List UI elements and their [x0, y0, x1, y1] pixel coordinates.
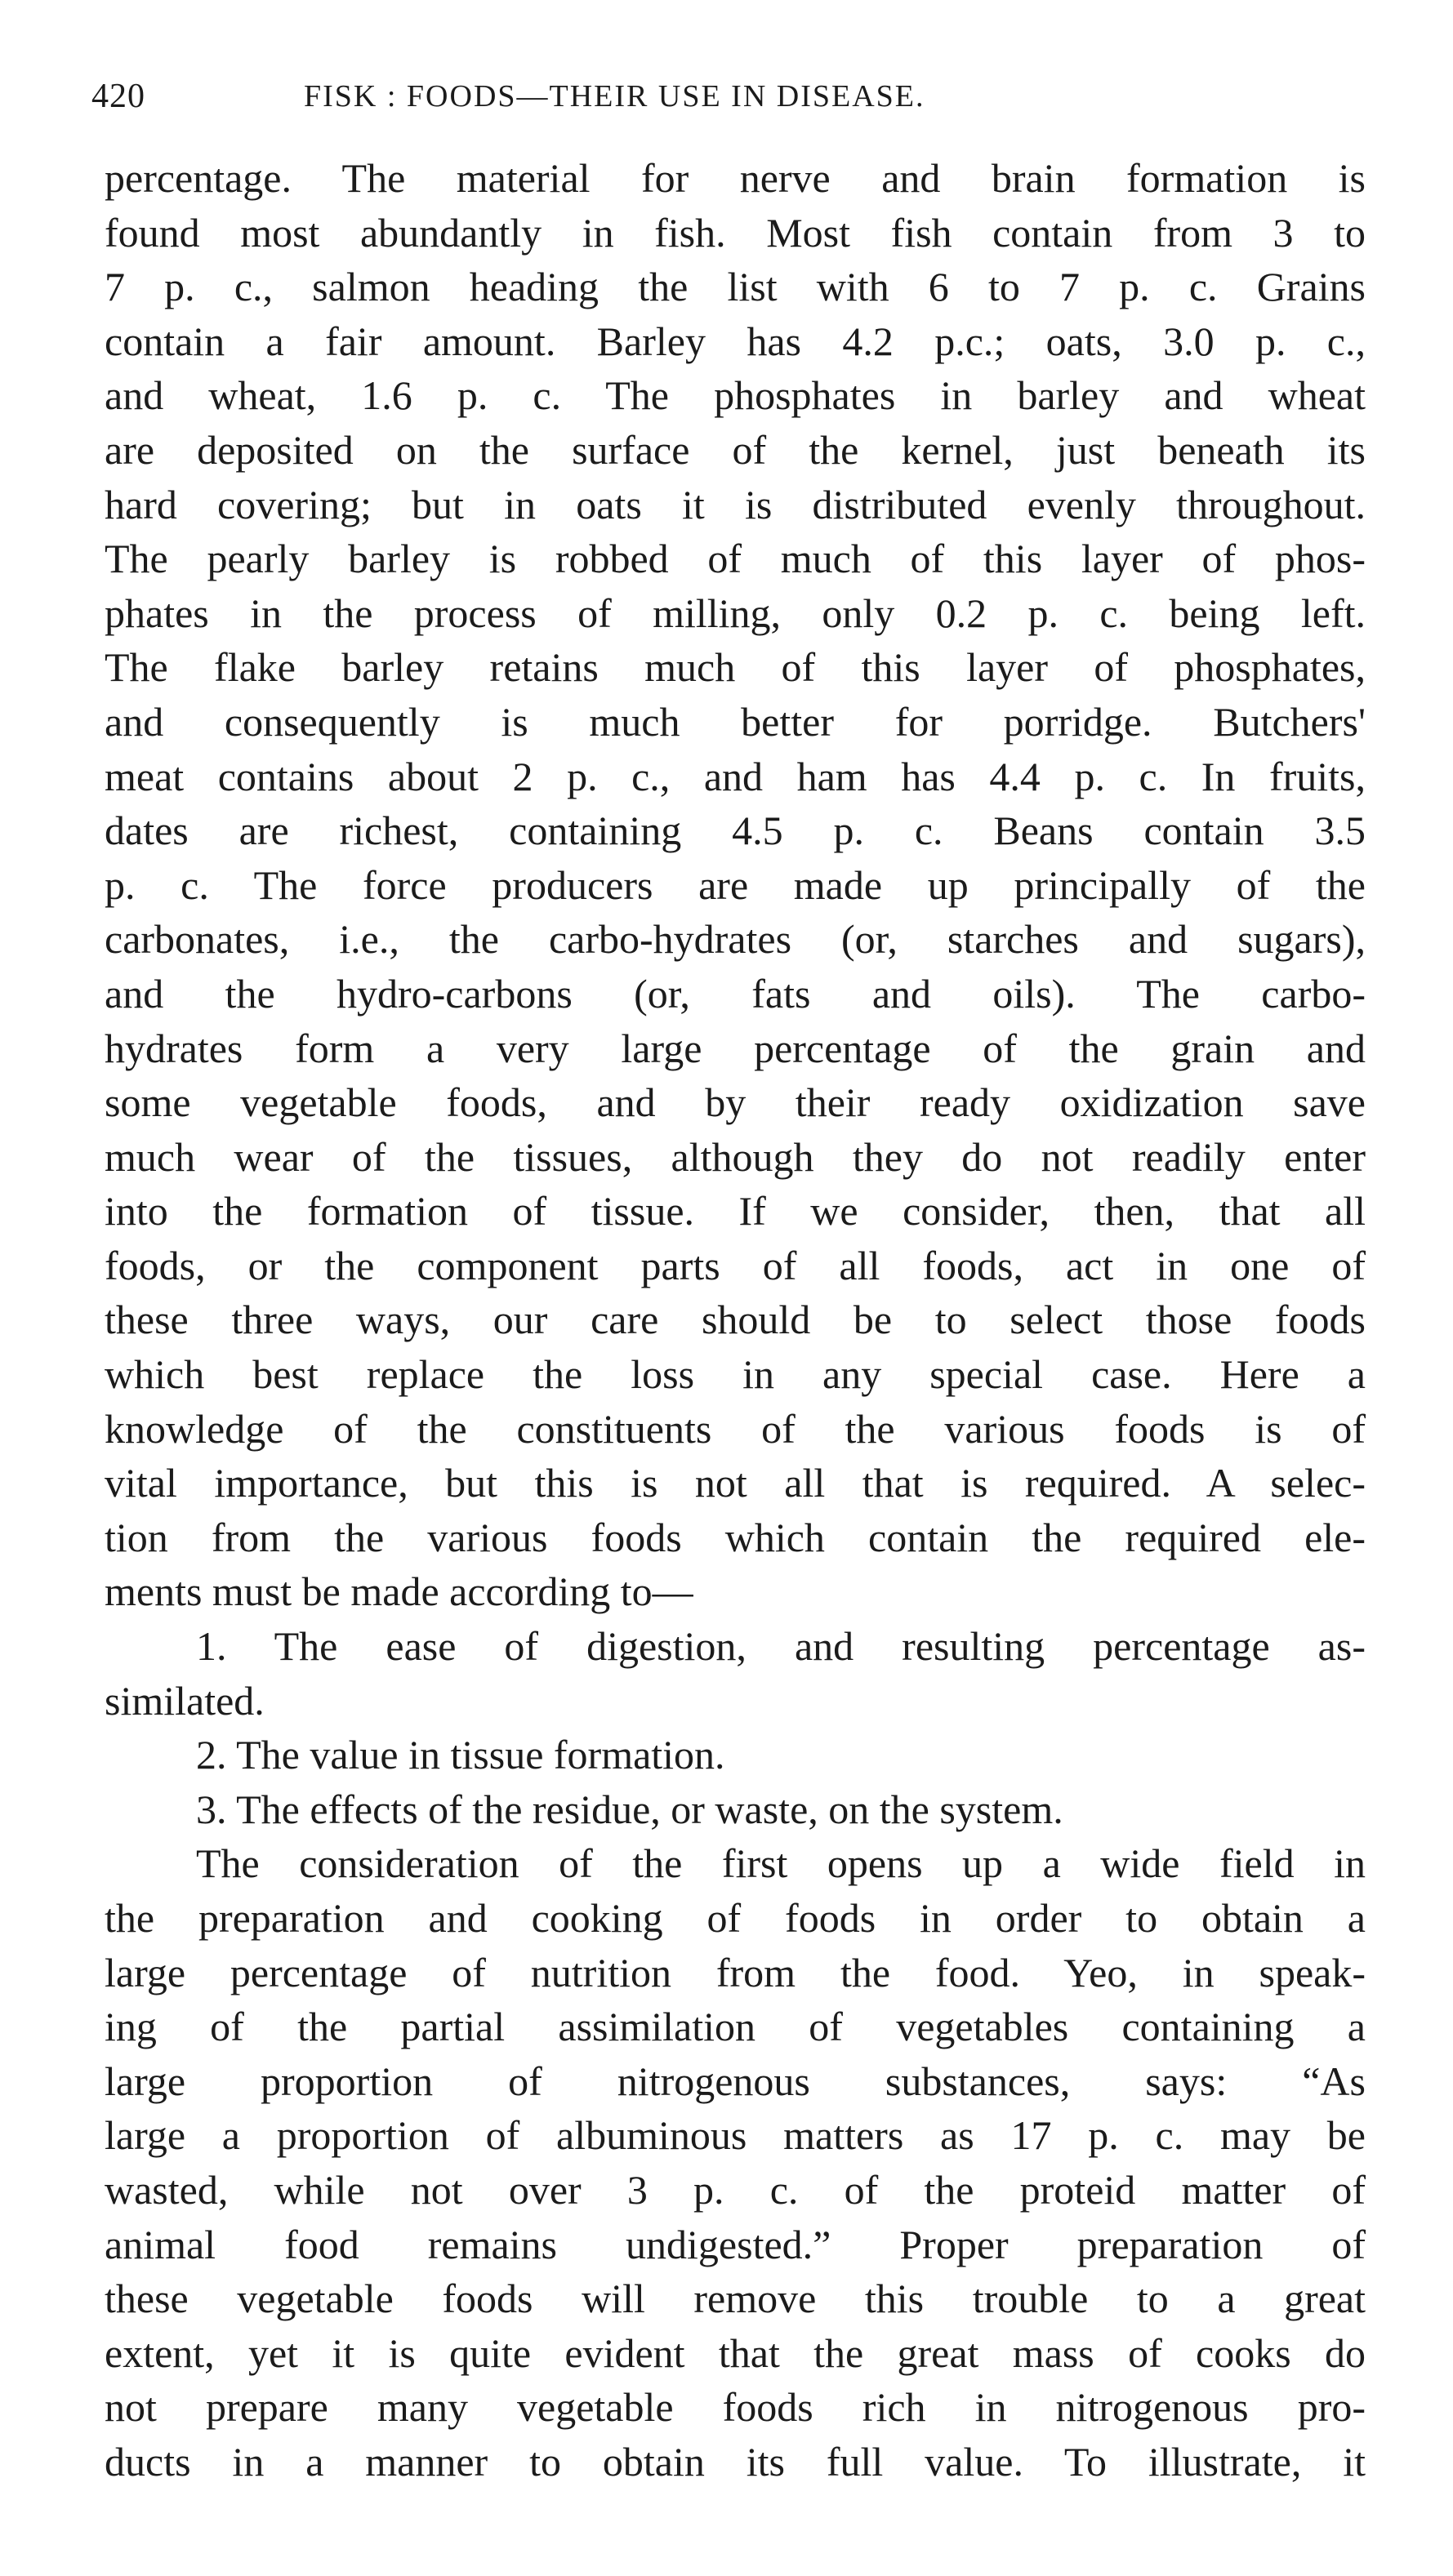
text-line: The pearly barley is robbed of much of this layer of phos-	[105, 536, 1366, 582]
text-line: extent, yet it is quite evident that the great mass of cooks do	[105, 2329, 1366, 2376]
text-line: are deposited on the surface of the kernel, just beneath its	[105, 426, 1366, 473]
text-line: dates are richest, containing 4.5 p. c. Beans contain 3.5	[105, 808, 1366, 854]
text-line: large percentage of nutrition from the food. Yeo, in speak-	[105, 1949, 1366, 1995]
text-line: ing of the partial assimilation of vegetables containing a	[105, 2004, 1366, 2050]
text-line: foods, or the component parts of all foods, act in one of	[105, 1242, 1366, 1288]
text-line: 2. The value in tissue formation.	[196, 1732, 725, 1778]
text-line: hydrates form a very large percentage of the grain and	[105, 1025, 1366, 1071]
text-line: ments must be made according to—	[105, 1568, 693, 1615]
text-line: wasted, while not over 3 p. c. of the proteid matter of	[105, 2166, 1366, 2213]
page-number: 420	[91, 78, 145, 115]
text-line: 1. The ease of digestion, and resulting percentage as-	[196, 1623, 1366, 1670]
text-line: and the hydro-carbons (or, fats and oils). The carbo-	[105, 970, 1366, 1017]
text-line: animal food remains undigested.” Proper preparation of	[105, 2221, 1366, 2267]
text-line: these three ways, our care should be to select those foods	[105, 1297, 1366, 1343]
text-line: The consideration of the first opens up a wide field in	[196, 1840, 1366, 1887]
text-line: 7 p. c., salmon heading the list with 6 to 7 p. c. Grains	[105, 264, 1366, 310]
text-line: and consequently is much better for porridge. Butchers'	[105, 698, 1366, 745]
text-line: ducts in a manner to obtain its full value. To illustrate, it	[105, 2438, 1366, 2485]
text-line: The flake barley retains much of this layer of phosphates,	[105, 644, 1366, 691]
text-line: similated.	[105, 1677, 265, 1724]
running-head	[91, 72, 1317, 121]
running-title: FISK : FOODS—THEIR USE IN DISEASE.	[304, 79, 925, 113]
text-line: which best replace the loss in any special case. Here a	[105, 1351, 1366, 1398]
text-line: found most abundantly in fish. Most fish contain from 3 to	[105, 209, 1366, 256]
text-line: meat contains about 2 p. c., and ham has 4.4 p. c. In fruits,	[105, 753, 1366, 799]
text-line: hard covering; but in oats it is distributed evenly throughout.	[105, 481, 1366, 527]
text-line: carbonates, i.e., the carbo-hydrates (or, starches and sugars),	[105, 916, 1366, 963]
text-line: p. c. The force producers are made up principally of the	[105, 861, 1366, 908]
text-line: tion from the various foods which contain the required ele-	[105, 1514, 1366, 1560]
text-line: 3. The effects of the residue, or waste, on the system.	[196, 1786, 1063, 1832]
text-line: phates in the process of milling, only 0.2 p. c. being left.	[105, 589, 1366, 636]
text-line: some vegetable foods, and by their ready oxidization save	[105, 1079, 1366, 1126]
text-line: and wheat, 1.6 p. c. The phosphates in barley and wheat	[105, 372, 1366, 419]
text-line: contain a fair amount. Barley has 4.2 p.c.; oats, 3.0 p. c.,	[105, 318, 1366, 364]
text-line: knowledge of the constituents of the various foods is of	[105, 1405, 1366, 1452]
text-line: not prepare many vegetable foods rich in nitrogenous pro-	[105, 2384, 1366, 2431]
text-line: large proportion of nitrogenous substances, says: “As	[105, 2058, 1366, 2104]
text-line: large a proportion of albuminous matters as 17 p. c. may be	[105, 2112, 1366, 2159]
text-line: vital importance, but this is not all that is required. A selec-	[105, 1460, 1366, 1506]
text-line: percentage. The material for nerve and brain formation is	[105, 155, 1366, 201]
body-text	[91, 151, 1366, 2489]
text-line: the preparation and cooking of foods in order to obtain a	[105, 1895, 1366, 1941]
text-line: much wear of the tissues, although they do not readily enter	[105, 1133, 1366, 1180]
text-line: these vegetable foods will remove this trouble to a great	[105, 2276, 1366, 2322]
text-line: into the formation of tissue. If we consider, then, that all	[105, 1188, 1366, 1235]
